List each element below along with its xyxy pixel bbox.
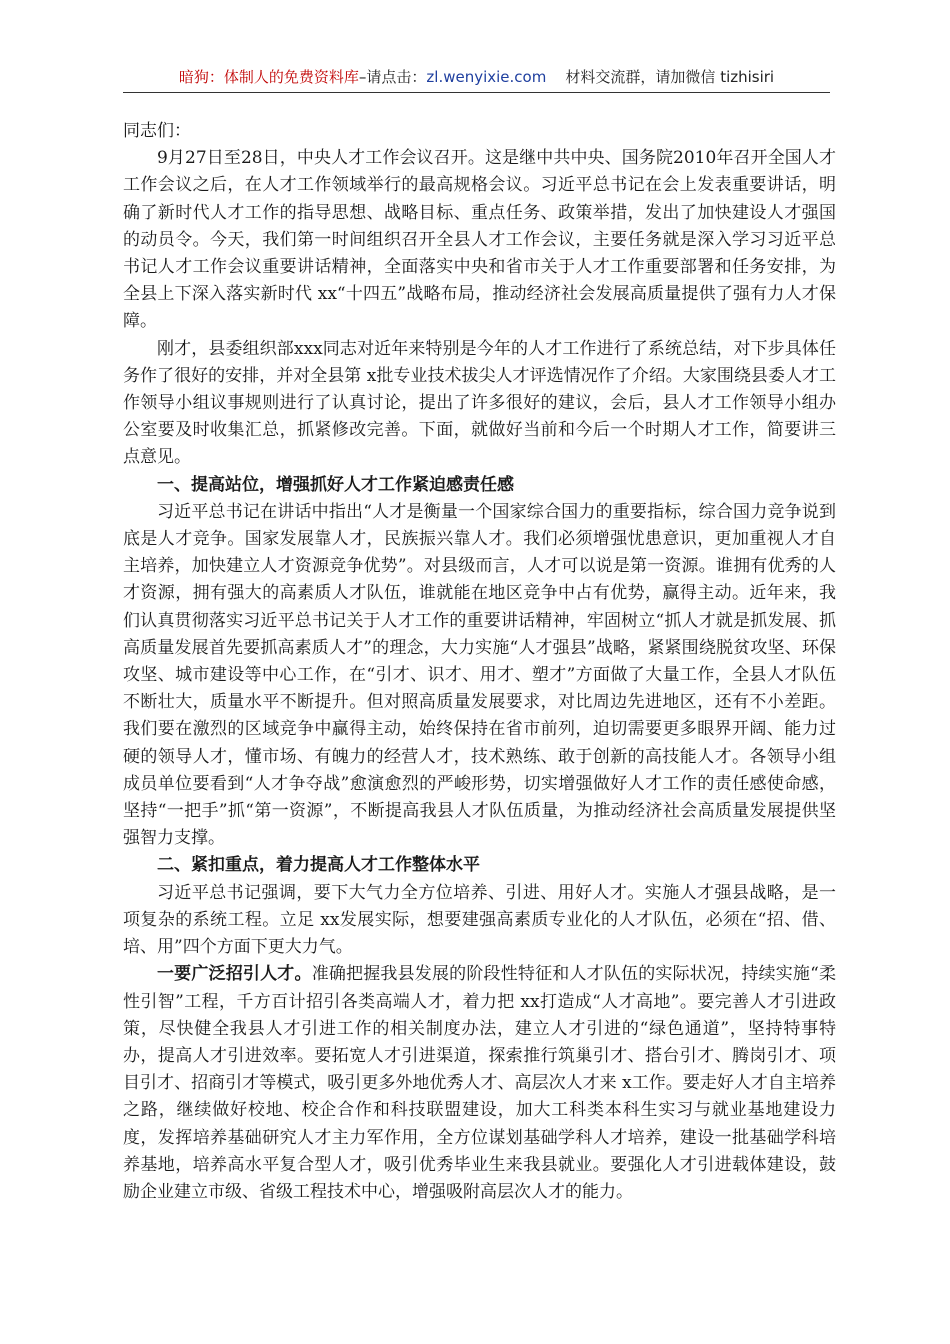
header-brand: 暗狗：体制人的免费资料库: [178, 68, 359, 86]
paragraph-5-text: 准确把握我县发展的阶段性特征和人才队伍的实际状况，持续实施“柔性引智”工程，千方百计招引各类高端人才，着力把 xx打造成“人才高地”。要完善人才引进政策，尽快健全我县人才引进工作的相关制度办法，建立人才引进的“绿色通道”，坚持特事特办，提高人才引进效率。要拓宽人才引进渠道，探索推行筑巢引才、搭台引才、腾岗引才、项目引才、招商引才等模式，吸引更多外地优秀人才、高层次人才来 x工作。要走好人才自主培养之路，继续做好校地、校企合作和科技联盟建设，加大工科类本科生实习与就业基地建设力度，发挥培养基础研究人才主力军作用，全方位谋划基础学科人才培养，建设一批基础学科培养基地，培养高水平复合型人才，吸引优秀毕业生来我县就业。要强化人才引进载体建设，鼓励企业建立市级、省级工程技术中心，增强吸附高层次人才的能力。: [123, 964, 836, 1202]
document-body: [123, 118, 836, 1206]
paragraph-2: 刚才，县委组织部xxx同志对近年来特别是今年的人才工作进行了系统总结，对下步具体任务作了很好的安排，并对全县第 x批专业技术拔尖人才评选情况作了介绍。大家围绕县委人才工作领导小组议事规则进行了认真讨论，提出了许多很好的建议，会后，县人才工作领导小组办公室要及时收集汇总，抓紧修改完善。下面，就做好当前和今后一个时期人才工作，简要讲三点意见。: [123, 338, 836, 468]
paragraph-1: 9月27日至28日，中央人才工作会议召开。这是继中共中央、国务院2010年召开全国人才工作会议之后，在人才工作领域举行的最高规格会议。习近平总书记在会上发表重要讲话，明确了新时代人才工作的指导思想、战略目标、重点任务、政策举措，发出了加快建设人才强国的动员令。今天，我们第一时间组织召开全县人才工作会议，主要任务就是深入学习习近平总书记人才工作会议重要讲话精神，全面落实中央和省市关于人才工作重要部署和任务安排，为全县上下深入落实新时代 xx“十四五”战略布局，推动经济社会发展高质量提供了强有力人才保障。: [123, 148, 836, 332]
salutation: 同志们：: [123, 121, 191, 141]
paragraph-3: 习近平总书记在讲话中指出“人才是衡量一个国家综合国力的重要指标，综合国力竞争说到底是人才竞争。国家发展靠人才，民族振兴靠人才。我们必须增强忧患意识，更加重视人才自主培养，加快建立人才资源竞争优势”。对县级而言，人才可以说是第一资源。谁拥有优秀的人才资源，拥有强大的高素质人才队伍，谁就能在地区竞争中占有优势，赢得主动。近年来，我们认真贯彻落实习近平总书记关于人才工作的重要讲话精神，牢固树立“抓人才就是抓发展、抓高质量发展首先要抓高素质人才”的理念，大力实施“人才强县”战略，紧紧围绕脱贫攻坚、环保攻坚、城市建设等中心工作，在“引才、识才、用才、塑才”方面做了大量工作，全县人才队伍不断壮大，质量水平不断提升。但对照高质量发展要求，对比周边先进地区，还有不小差距。我们要在激烈的区域竞争中赢得主动，始终保持在省市前列，迫切需要更多眼界开阔、能力过硬的领导人才，懂市场、有魄力的经营人才，技术熟练、敢于创新的高技能人才。各领导小组成员单位要看到“人才争夺战”愈演愈烈的严峻形势，切实增强做好人才工作的责任感使命感，坚持“一把手”抓“第一资源”，不断提高我县人才队伍质量，为推动经济社会高质量发展提供坚强智力支撑。: [123, 501, 836, 849]
header-link[interactable]: zl.wenyixie.com: [426, 68, 547, 86]
paragraph-4: 习近平总书记强调，要下大气力全方位培养、引进、用好人才。实施人才强县战略，是一项复杂的系统工程。立足 xx发展实际，想要建强高素质专业化的人才队伍，必须在“招、借、培、用”四个方面下更大力气。: [123, 882, 836, 958]
page-header: [123, 66, 830, 93]
header-wechat: 材料交流群，请加微信 tizhisiri: [565, 68, 775, 86]
paragraph-5: [123, 961, 836, 1206]
section-heading-1: 一、提高站位，增强抓好人才工作紧迫感责任感: [157, 474, 514, 495]
paragraph-5-lead: 一要广泛招引人才。: [157, 964, 312, 985]
section-heading-2: 二、紧扣重点，着力提高人才工作整体水平: [157, 855, 480, 876]
header-prompt: –请点击：: [358, 68, 427, 86]
